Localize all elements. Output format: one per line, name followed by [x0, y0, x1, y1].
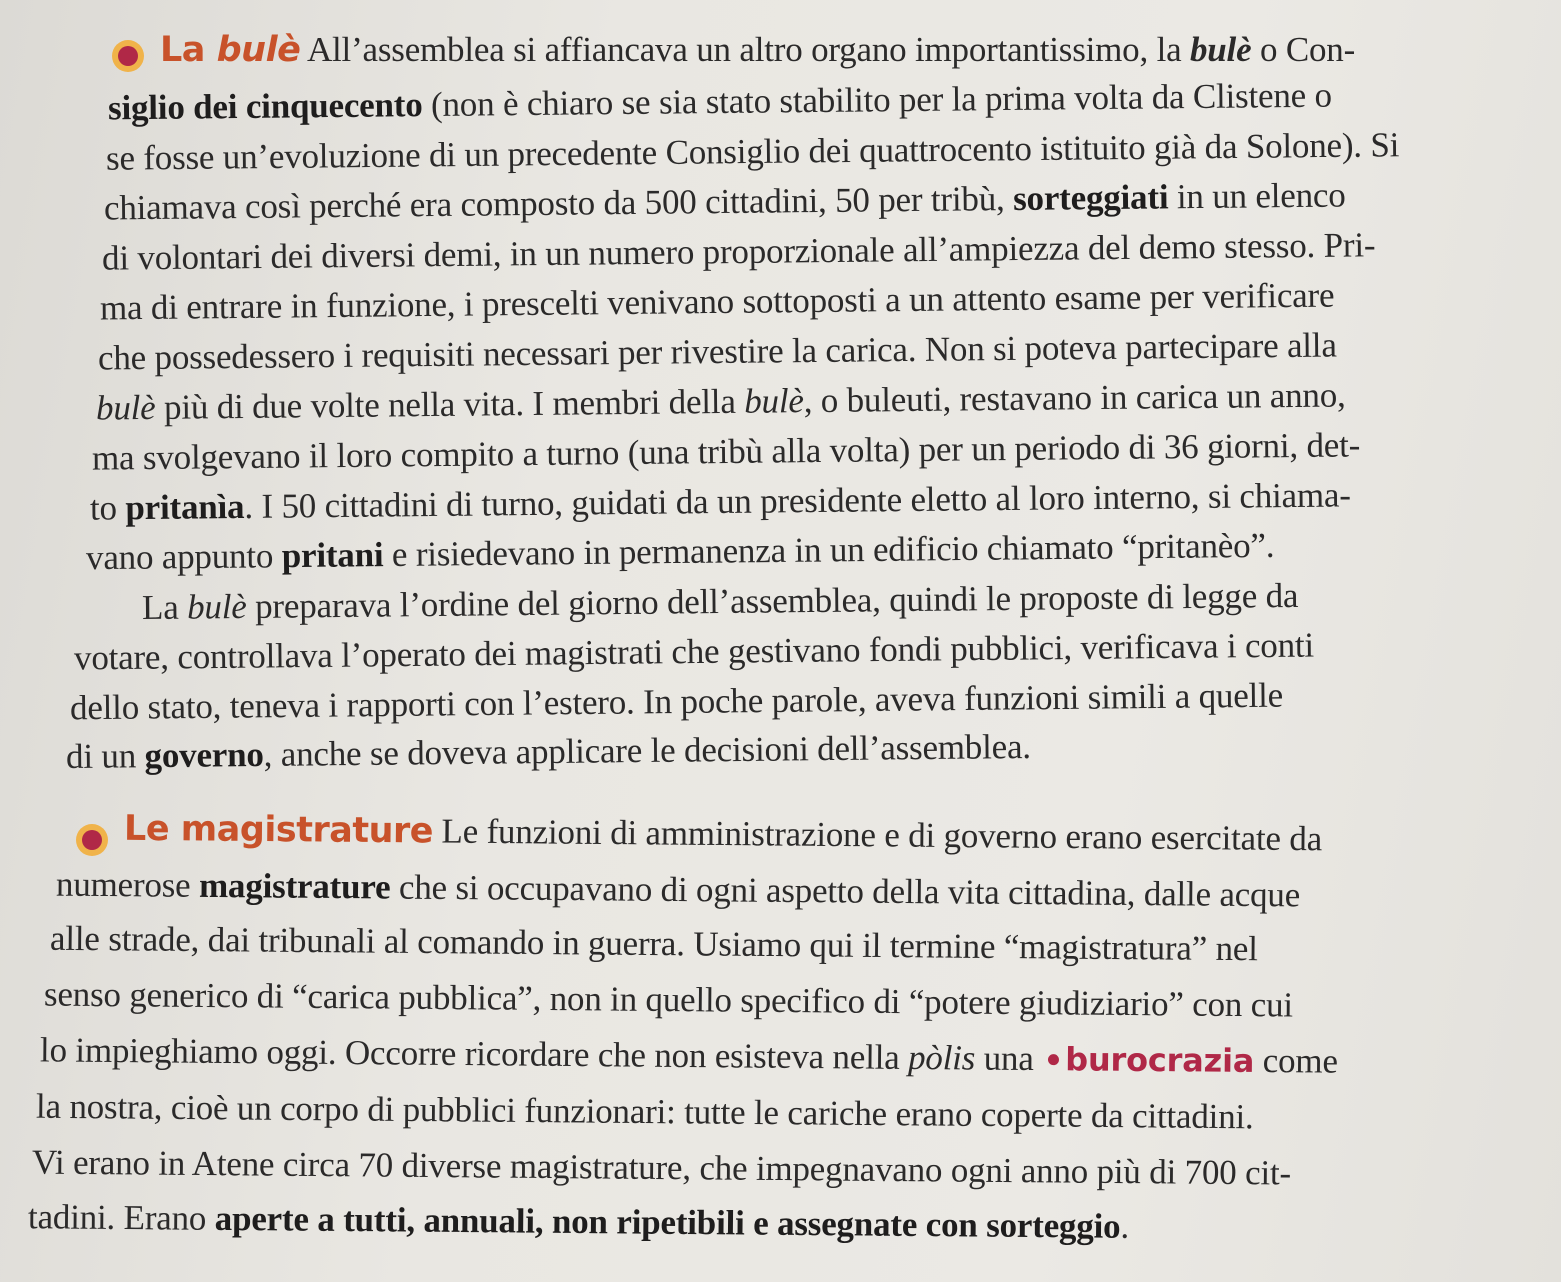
text-run: (non è chiaro se sia stato stabilito per la prima volta da Clistene o	[422, 75, 1333, 125]
text-line-17	[56, 863, 1300, 918]
section-bullet-icon	[82, 830, 102, 850]
section-heading-magistrature: Le magistrature	[123, 808, 434, 852]
text-line-12	[142, 574, 1299, 630]
text-run: , o buleuti, restavano in carica un anno,	[803, 375, 1346, 421]
text-run: o Con-	[1251, 30, 1356, 69]
text-run: che si occupavano di ogni aspetto della vita cittadina, dalle acque	[390, 867, 1301, 915]
text-run: . I 50 cittadini di turno, guidati da un presidente eletto al loro interno, si chiama-	[244, 475, 1351, 526]
text-line-13	[74, 624, 1314, 681]
text-line-16	[124, 807, 1322, 861]
emphasized-term: magistrature	[198, 865, 391, 907]
text-run: la nostra, cioè un corpo di pubblici funzionari: tutte le cariche erano coperte da cittadini.	[35, 1086, 1254, 1137]
text-run: che possedessero i requisiti necessari per rivestire la carica. Non si poteva partecipare alla	[97, 325, 1337, 378]
emphasized-term: siglio dei cinquecento	[107, 85, 423, 128]
text-run: e risiedevano in permanenza in un edificio chiamato “pritanèo”.	[383, 525, 1275, 575]
text-line-23	[28, 1195, 1129, 1249]
text-run: numerose	[55, 864, 200, 905]
glossary-marker-icon	[1048, 1054, 1059, 1065]
emphasized-term: pritani	[281, 535, 384, 576]
text-run: se fosse un’evoluzione di un precedente Consiglio dei quattrocento istituito già da Solone). Si	[105, 125, 1400, 178]
text-run: di volontari dei diversi demi, in un numero proporzionale all’ampiezza del demo stesso. Pri-	[101, 225, 1376, 278]
text-run: La	[141, 587, 188, 628]
emphasized-term: bulè	[95, 387, 156, 428]
text-line-21	[36, 1085, 1254, 1140]
emphasized-term: bulè	[186, 586, 247, 627]
text-line-22	[32, 1141, 1291, 1196]
text-run: chiamava così perché era composto da 500 cittadini, 50 per tribù,	[103, 178, 1014, 228]
text-line-18	[50, 917, 1258, 972]
text-line-6	[100, 274, 1335, 331]
text-run: ma svolgevano il loro compito a turno (una tribù alla volta) per un periodo di 36 giorni, det-	[91, 425, 1361, 478]
text-line-4	[104, 174, 1346, 231]
text-run: Vi erano in Atene circa 70 diverse magistrature, che impegnavano ogni anno più di 700 cit-	[31, 1142, 1292, 1193]
glossary-keyword: burocrazia	[1065, 1040, 1255, 1080]
text-run: preparava l’ordine del giorno dell’assemblea, quindi le proposte di legge da	[246, 575, 1299, 626]
text-run: to	[89, 488, 126, 528]
text-run: votare, controllava l’operato dei magistrati che gestivano fondi pubblici, verificava i conti	[73, 625, 1315, 678]
text-line-7	[98, 324, 1337, 381]
text-run: senso generico di “carica pubblica”, non in quello specifico di “potere giudiziario” con cui	[43, 974, 1294, 1025]
text-run: di un	[65, 736, 145, 777]
text-line-2	[108, 74, 1332, 131]
text-run: vano appunto	[85, 536, 282, 578]
text-line-5	[102, 223, 1376, 280]
text-line-8	[96, 373, 1346, 430]
text-line-20	[40, 1028, 1338, 1083]
emphasized-term: sorteggiati	[1012, 177, 1169, 218]
text-run: .	[1120, 1206, 1130, 1246]
text-line-11	[86, 524, 1275, 580]
text-line-3	[106, 123, 1400, 181]
emphasized-term: pritanìa	[125, 486, 245, 528]
text-run: dello stato, teneva i rapporti con l’estero. In poche parole, aveva funzioni simili a quelle	[69, 675, 1284, 728]
emphasized-term: governo	[144, 734, 264, 776]
text-line-19	[44, 973, 1293, 1028]
text-run: All’assemblea si affiancava un altro organo importantissimo, la	[300, 30, 1190, 69]
text-line-14	[70, 674, 1283, 731]
emphasized-term: bulè	[744, 381, 804, 421]
text-line-9	[92, 423, 1361, 480]
text-line-1	[160, 28, 1355, 72]
section-heading-bule: La bulè	[160, 30, 301, 70]
text-run: come	[1254, 1040, 1338, 1081]
text-run: più di due volte nella vita. I membri della	[155, 381, 745, 427]
text-line-15	[66, 725, 1031, 779]
emphasized-term: pòlis	[907, 1037, 976, 1078]
text-run: tadini. Erano	[27, 1197, 215, 1238]
text-line-10	[90, 473, 1351, 530]
emphasized-term: bulè	[1189, 30, 1252, 69]
text-run: Le funzioni di amministrazione e di governo erano esercitate da	[432, 811, 1323, 859]
emphasized-term: aperte a tutti, annuali, non ripetibili e assegnate con sorteggio	[214, 1198, 1121, 1246]
text-run: in un elenco	[1168, 175, 1346, 217]
text-run: lo impieghiamo oggi. Occorre ricordare che non esisteva nella	[39, 1030, 909, 1077]
text-run: , anche se doveva applicare le decisioni dell’assemblea.	[263, 726, 1032, 774]
section-bullet-icon	[118, 46, 138, 66]
text-run: ma di entrare in funzione, i prescelti venivano sottoposti a un attento esame per verificare	[99, 275, 1335, 328]
text-run: una	[975, 1038, 1043, 1079]
text-run: alle strade, dai tribunali al comando in guerra. Usiamo qui il termine “magistratura” nel	[49, 918, 1258, 969]
